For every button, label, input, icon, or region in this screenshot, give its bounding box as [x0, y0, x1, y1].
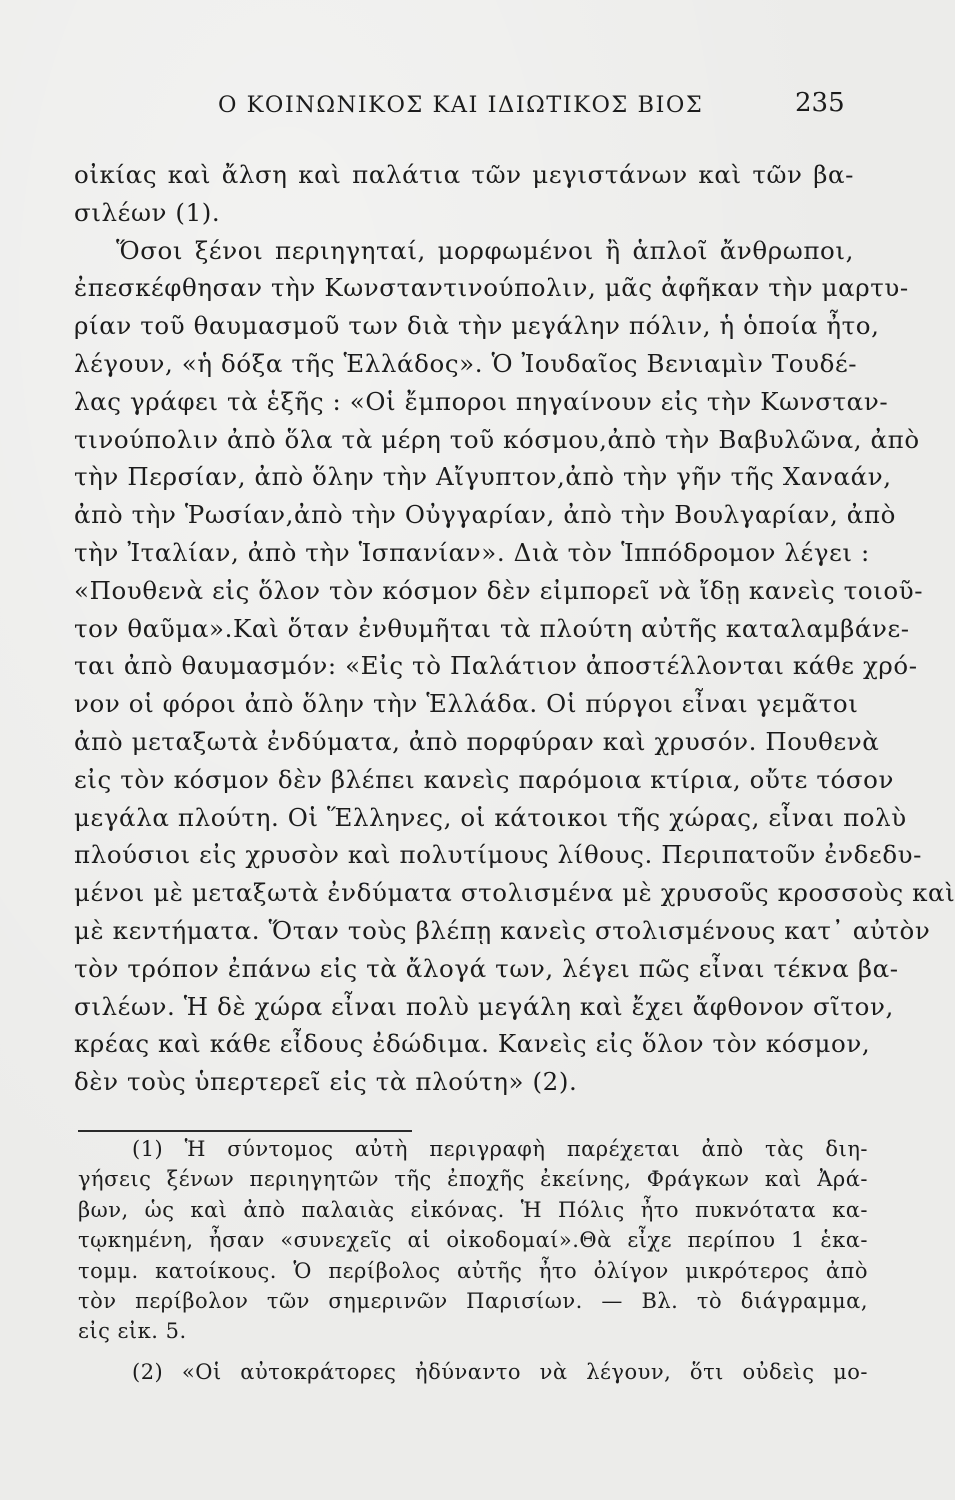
footnote-line: τὸν περίβολον τῶν σημερινῶν Παρισίων. — Βλ. τὸ διάγραμμα,: [78, 1288, 868, 1313]
footnote-rule: [78, 1130, 412, 1132]
text-line: ἀπὸ μεταξωτὰ ἐνδύματα, ἀπὸ πορφύραν καὶ χρυσόν. Πουθενὰ: [74, 726, 880, 756]
text-line: ἀπὸ τὴν Ῥωσίαν,ἀπὸ τὴν Οὐγγαρίαν, ἀπὸ τὴν Βουλγαρίαν, ἀπὸ: [74, 500, 897, 530]
text-line: μένοι μὲ μεταξωτὰ ἐνδύματα στολισμένα μὲ χρυσοῦς κροσσοὺς καὶ: [74, 878, 955, 908]
text-line: νον οἱ φόροι ἀπὸ ὅλην τὴν Ἑλλάδα. Οἱ πύργοι εἶναι γεμᾶτοι: [74, 689, 859, 719]
footnote-line: γήσεις ξένων περιηγητῶν τῆς ἐποχῆς ἐκείνης, Φράγκων καὶ Ἀρά-: [78, 1167, 868, 1192]
text-line: «Πουθενὰ εἰς ὅλον τὸν κόσμον δὲν εἰμπορεῖ νὰ ἴδῃ κανεὶς τοιοῦ-: [74, 575, 924, 605]
text-line: λέγουν, «ἡ δόξα τῆς Ἑλλάδος». Ὁ Ἰουδαῖος Βενιαμὶν Τουδέ-: [74, 348, 858, 378]
footnote-line: (1) Ἡ σύντομος αὐτὴ περιγραφὴ παρέχεται ἀπὸ τὰς διη-: [132, 1137, 868, 1161]
text-line: λας γράφει τὰ ἑξῆς : «Οἱ ἔμποροι πηγαίνουν εἰς τὴν Κωνσταν-: [74, 386, 889, 416]
text-line: εἰς τὸν κόσμον δὲν βλέπει κανεὶς παρόμοια κτίρια, οὔτε τόσον: [74, 764, 895, 794]
text-line: ρίαν τοῦ θαυμασμοῦ των διὰ τὴν μεγάλην πόλιν, ἡ ὁποία ἦτο,: [74, 311, 880, 341]
text-line: ἐπεσκέφθησαν τὴν Κωνσταντινούπολιν, μᾶς ἀφῆκαν τὴν μαρτυ-: [74, 273, 909, 303]
body-text: [74, 156, 955, 1101]
text-line: κρέας καὶ κάθε εἶδους ἐδώδιμα. Κανεὶς εἰς ὅλον τὸν κόσμον,: [74, 1029, 871, 1059]
footnote-2: [78, 1357, 868, 1387]
text-line: μὲ κεντήματα. Ὅταν τοὺς βλέπῃ κανεὶς στολισμένους κατ᾽ αὐτὸν: [74, 915, 931, 945]
footnote-line: βων, ὡς καὶ ἀπὸ παλαιὰς εἰκόνας. Ἡ Πόλις ἦτο πυκνότατα κα-: [78, 1197, 868, 1222]
text-line: οἰκίας καὶ ἄλση καὶ παλάτια τῶν μεγιστάνων καὶ τῶν βα-: [74, 160, 854, 189]
text-line: τον θαῦμα».Καὶ ὅταν ἐνθυμῆται τὰ πλούτη αὐτῆς καταλαμβάνε-: [74, 613, 910, 643]
running-title: Ο ΚΟΙΝΩΝΙΚΟΣ ΚΑΙ ΙΔΙΩΤΙΚΟΣ ΒΙΟΣ: [218, 92, 704, 118]
text-line: πλούσιοι εἰς χρυσὸν καὶ πολυτίμους λίθους. Περιπατοῦν ἐνδεδυ-: [74, 840, 923, 870]
text-line: σιλέων (1).: [74, 197, 221, 227]
text-line: τὴν Ἰταλίαν, ἀπὸ τὴν Ἱσπανίαν». Διὰ τὸν Ἱππόδρομον λέγει :: [74, 537, 870, 567]
page-header: [0, 88, 955, 132]
footnote-line: (2) «Οἱ αὐτοκράτορες ἠδύναντο νὰ λέγουν, ὅτι οὐδεὶς μο-: [132, 1359, 868, 1384]
text-line: δὲν τοὺς ὑπερτερεῖ εἰς τὰ πλούτη» (2).: [74, 1067, 578, 1097]
footnote-line: τῳκημένη, ἦσαν «συνεχεῖς αἱ οἰκοδομαί».Θὰ εἶχε περίπου 1 ἑκα-: [78, 1228, 868, 1253]
text-line: ται ἀπὸ θαυμασμόν: «Εἰς τὸ Παλάτιον ἀποστέλλονται κάθε χρό-: [74, 651, 918, 681]
text-line: τινούπολιν ἀπὸ ὅλα τὰ μέρη τοῦ κόσμου,ἀπὸ τὴν Βαβυλῶνα, ἀπὸ: [74, 424, 920, 454]
text-line: μεγάλα πλούτη. Οἱ Ἕλληνες, οἱ κάτοικοι τῆς χώρας, εἶναι πολὺ: [74, 802, 907, 832]
footnote-line: τομμ. κατοίκους. Ὁ περίβολος αὐτῆς ἦτο ὀλίγον μικρότερος ἀπὸ: [78, 1258, 868, 1283]
footnote-gap: [78, 1347, 868, 1357]
text-line: σιλέων. Ἡ δὲ χώρα εἶναι πολὺ μεγάλη καὶ ἔχει ἄφθονον σῖτον,: [74, 991, 894, 1021]
footnote-1: [78, 1134, 868, 1347]
footnote-line: εἰς εἰκ. 5.: [78, 1319, 187, 1344]
text-line: τὸν τρόπον ἐπάνω εἰς τὰ ἄλογά των, λέγει πῶς εἶναι τέκνα βα-: [74, 953, 899, 983]
text-line: Ὅσοι ξένοι περιηγηταί, μορφωμένοι ἢ ἁπλοῖ ἄνθρωποι,: [116, 235, 854, 265]
text-line: τὴν Περσίαν, ἀπὸ ὅλην τὴν Αἴγυπτον,ἀπὸ τὴν γῆν τῆς Χαναάν,: [74, 462, 892, 492]
page-number: 235: [795, 88, 845, 118]
footnotes: [78, 1134, 868, 1387]
